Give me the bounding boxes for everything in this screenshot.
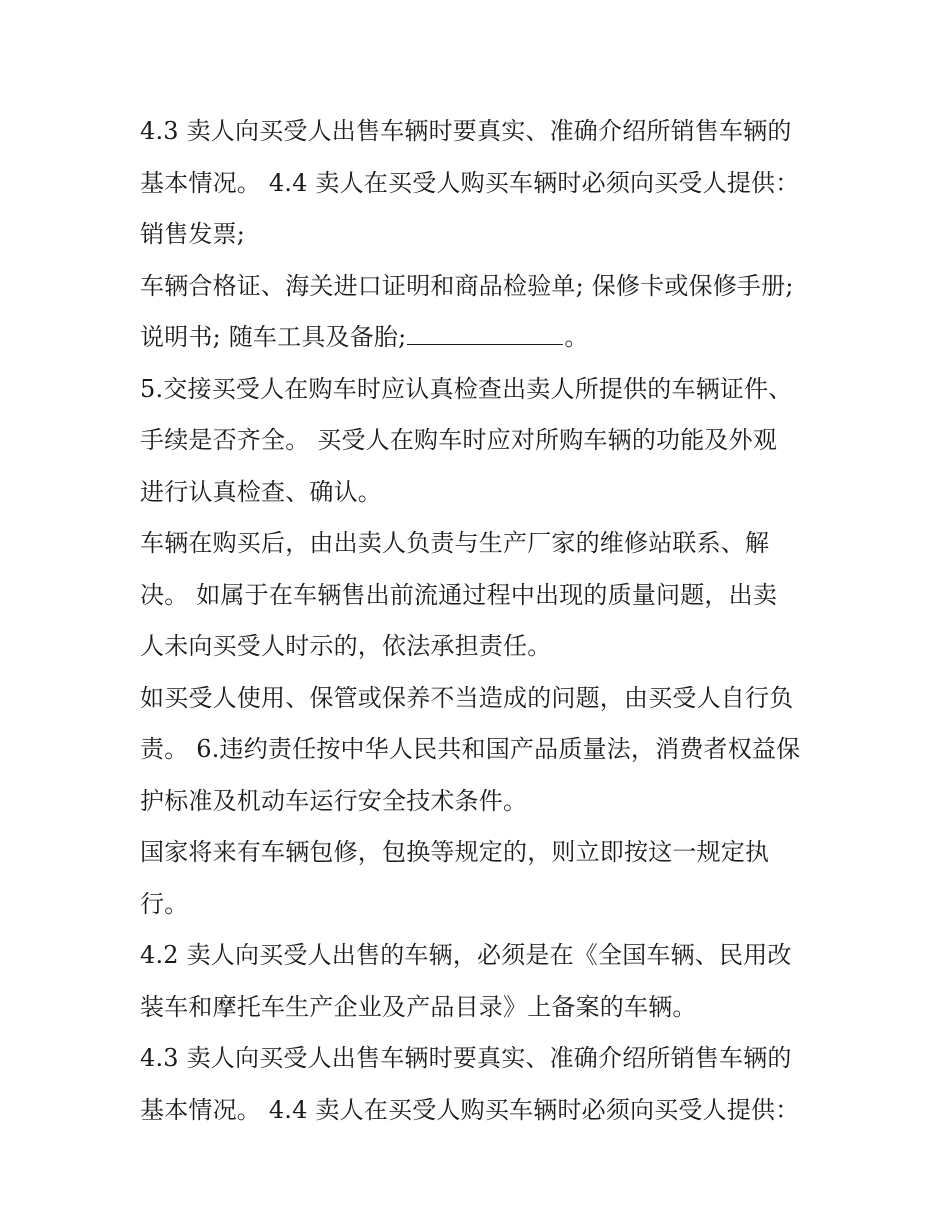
text-line: 基本情况。 4.4 卖人在买受人购买车辆时必须向买受人提供：: [140, 168, 800, 197]
text-line: 责。 6.违约责任按中华人民共和国产品质量法，消费者权益保: [140, 735, 801, 763]
text-line: 4.2 卖人向买受人出售的车辆，必须是在《全国车辆、民用改: [140, 941, 792, 969]
text-line: 手续是否齐全。 买受人在购车时应对所购车辆的功能及外观: [140, 426, 778, 454]
text-line: 销售发票;: [140, 220, 246, 248]
text-line: 4.3 卖人向买受人出售车辆时要真实、准确介绍所销售车辆的: [140, 117, 792, 145]
text-segment: 。: [564, 323, 589, 351]
text-line-with-blank: [140, 312, 830, 364]
text-line: 人未向买受人时示的，依法承担责任。: [140, 632, 552, 660]
text-line: 护标准及机动车运行安全技术条件。: [140, 786, 528, 815]
text-line: 国家将来有车辆包修，包换等规定的，则立即按这一规定执: [140, 838, 770, 866]
text-line: 基本情况。 4.4 卖人在买受人购买车辆时必须向买受人提供：: [140, 1095, 800, 1124]
fill-in-blank: [407, 320, 563, 345]
text-line: 车辆合格证、海关进口证明和商品检验单; 保修卡或保修手册;: [140, 271, 794, 300]
document-body: [140, 106, 830, 1136]
text-line: 车辆在购买后，由出卖人负责与生产厂家的维修站联系、解: [140, 529, 770, 557]
text-line: 决。 如属于在车辆售出前流通过程中出现的质量问题，出卖: [140, 580, 778, 609]
text-line: 行。: [140, 889, 189, 918]
text-line: 如买受人使用、保管或保养不当造成的问题，由买受人自行负: [140, 683, 794, 712]
text-line: 4.3 卖人向买受人出售车辆时要真实、准确介绍所销售车辆的: [140, 1044, 792, 1072]
text-line: 5.交接买受人在购车时应认真检查出卖人所提供的车辆证件、: [140, 374, 793, 403]
text-line: 装车和摩托车生产企业及产品目录》上备案的车辆。: [140, 992, 697, 1021]
text-line: 进行认真检查、确认。: [140, 477, 382, 506]
text-segment: 说明书; 随车工具及备胎;: [140, 323, 407, 351]
